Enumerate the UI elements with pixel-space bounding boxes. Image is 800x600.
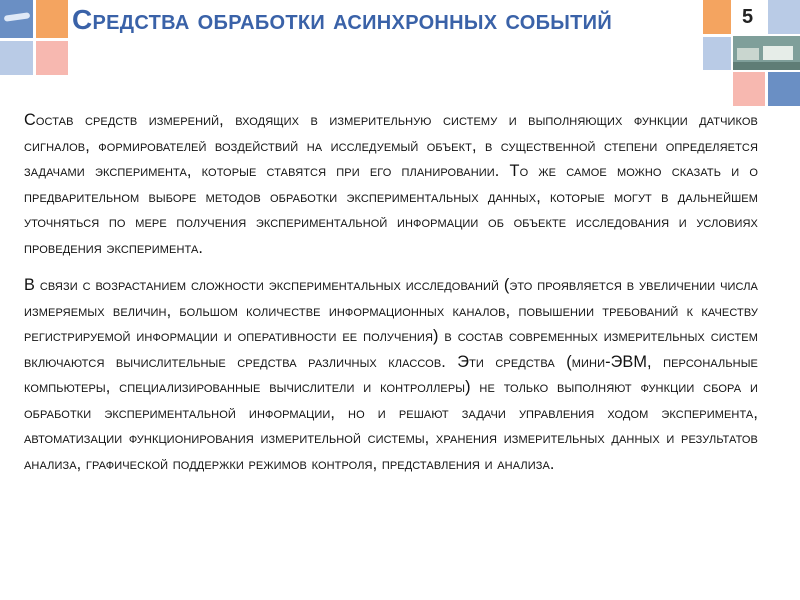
decorative-square xyxy=(768,72,800,106)
page-number: 5 xyxy=(742,6,754,28)
decorative-square xyxy=(768,0,800,34)
decorative-square xyxy=(733,72,765,106)
decorative-photo-square xyxy=(733,36,800,70)
decorative-square xyxy=(703,0,731,34)
body-paragraph: В связи с возрастанием сложности экспериментальных исследований (это проявляется в увеличении числа измеряемых величин, большом количестве информационных каналов, повышении требований к качеству регистрируемой информации и оперативности ее получения) в состав современных измерительных систем включаются вычислительные средства различных классов. Эти средства (мини-ЭВМ, персональные компьютеры, специализированные вычислители и контроллеры) не только выполняют функции сбора и обработки экспериментальной информации, но и решают задачи управления ходом эксперимента, автоматизации функционирования измерительной системы, хранения измерительных данных и результатов анализа, графической поддержки режимов контроля, представления и анализа. xyxy=(24,276,758,473)
body-paragraph: Состав средств измерений, входящих в измерительную систему и выполняющих функции датчиков сигналов, формирователей воздействий на исследуемый объект, в существенной степени определяется задачами эксперимента, которые ставятся при его планировании. То же самое можно сказать и о предварительном выборе методов обработки экспериментальных данных, которые могут в дальнейшем уточняться по мере получения экспериментальной информации об объекте исследования и условиях проведения эксперимента. xyxy=(24,111,758,257)
decorative-square xyxy=(703,37,731,70)
slide-title: Средства обработки асинхронных событий xyxy=(72,4,613,35)
decorative-square xyxy=(0,41,33,75)
decorative-square xyxy=(36,41,68,75)
decorative-photo-square xyxy=(0,0,33,38)
slide-body xyxy=(24,108,758,489)
decorative-square xyxy=(36,0,68,38)
